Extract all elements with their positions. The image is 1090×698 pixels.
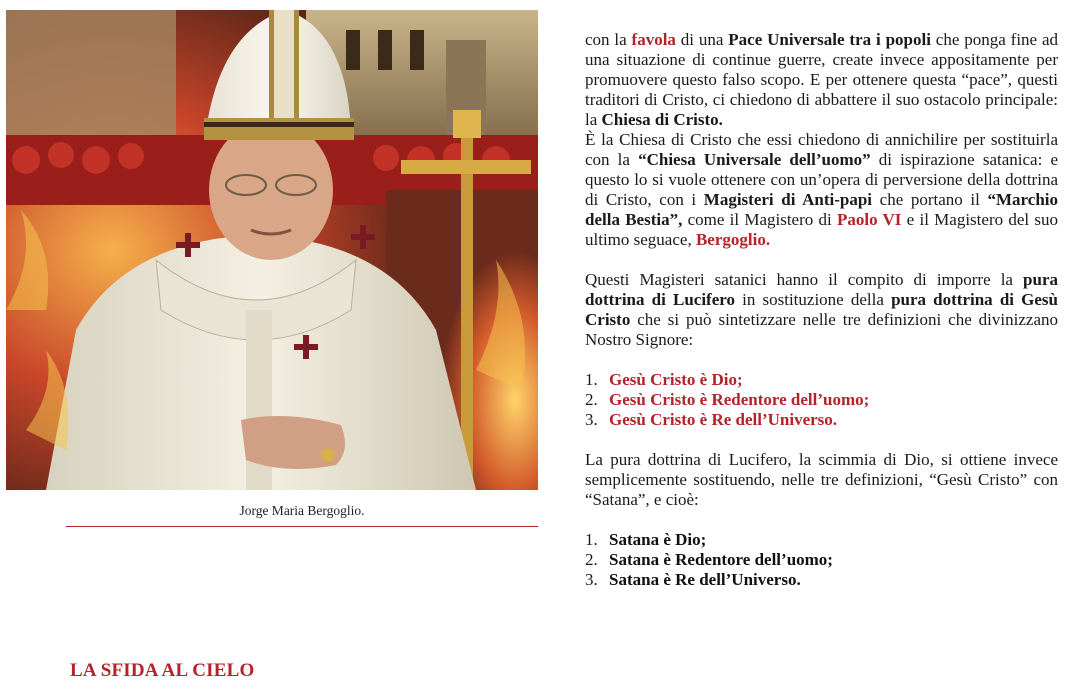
paragraph-4: La pura dottrina di Lucifero, la scimmia di Dio, si ottiene invece semplicemente sostituendo, nelle tre definizioni, “Gesù Cristo” con “Satana”, e cioè: <box>585 450 1058 509</box>
caption-divider <box>66 526 538 527</box>
photo-illustration <box>6 10 538 490</box>
highlight-bold: Magisteri di Anti-papi <box>703 190 873 209</box>
highlight-bold: Chiesa di Cristo. <box>601 110 723 129</box>
text-run: e il Magistero del suo ultimo seguace, <box>585 210 1058 249</box>
list-item <box>585 570 1058 590</box>
text-run: È la Chiesa di Cristo che essi chiedono di annichilire per sostituirla con la <box>585 130 1058 169</box>
list-text: Satana è Redentore dell’uomo; <box>609 550 833 569</box>
text-run: Questi Magisteri satanici hanno il compito di imporre la <box>585 270 1024 289</box>
list-item <box>585 530 1058 550</box>
list-text: Satana è Dio; <box>609 530 707 549</box>
highlight-bold: pura dottrina di Lucifero <box>585 270 1058 309</box>
highlight-red: favola <box>631 30 676 49</box>
list-text: Gesù Cristo è Redentore dell’uomo; <box>609 390 870 409</box>
list-item <box>585 370 1058 390</box>
list-text: Gesù Cristo è Re dell’Universo. <box>609 410 838 429</box>
list-number: 1. <box>585 530 598 549</box>
list-number: 2. <box>585 390 598 409</box>
paragraph-3 <box>585 270 1058 350</box>
paragraph-1 <box>585 30 1058 130</box>
list-item <box>585 410 1058 430</box>
highlight-bold: “Chiesa Universale dell’uomo” <box>638 150 871 169</box>
definitions-list-satan <box>585 530 1058 590</box>
text-run: che portano il <box>872 190 988 209</box>
text-column <box>585 30 1058 590</box>
list-number: 2. <box>585 550 598 569</box>
definitions-list-christ <box>585 370 1058 430</box>
photo-bergoglio <box>6 10 538 490</box>
list-item <box>585 550 1058 570</box>
paragraph-2 <box>585 130 1058 250</box>
text-run: che si può sintetizzare nelle tre definizioni che divinizzano Nostro Signore: <box>585 310 1058 349</box>
list-number: 1. <box>585 370 598 389</box>
highlight-bold: “Marchio della Bestia”, <box>585 190 1058 229</box>
list-item <box>585 390 1058 410</box>
highlight-bold: Pace Universale tra i popoli <box>728 30 931 49</box>
text-run: con la <box>585 30 632 49</box>
text-run: di una <box>675 30 729 49</box>
highlight-red: Paolo VI <box>836 210 902 229</box>
list-text: Satana è Re dell’Universo. <box>609 570 801 589</box>
photo-caption: Jorge Maria Bergoglio. <box>239 503 365 518</box>
list-number: 3. <box>585 410 598 429</box>
list-number: 3. <box>585 570 598 589</box>
section-title: LA SFIDA AL CIELO <box>70 660 255 681</box>
highlight-red: Bergoglio. <box>695 230 771 249</box>
text-run: che ponga fine ad una situazione di continue guerre, create invece appositamente per promuovere questo falso scopo. E per ottenere questa “pace”, questi traditori di Cristo, ci chiedono di abbattere il suo ostacolo principale: la <box>585 30 1058 129</box>
list-text: Gesù Cristo è Dio; <box>609 370 743 389</box>
text-run: come il Magistero di <box>682 210 837 229</box>
text-run: di ispirazione satanica: e questo lo si vuole ottenere con un’opera di perversione della dottrina di Cristo, con i <box>585 150 1058 209</box>
highlight-bold: pura dottrina di Gesù Cristo <box>585 290 1058 329</box>
text-run: in sostituzione della <box>734 290 892 309</box>
